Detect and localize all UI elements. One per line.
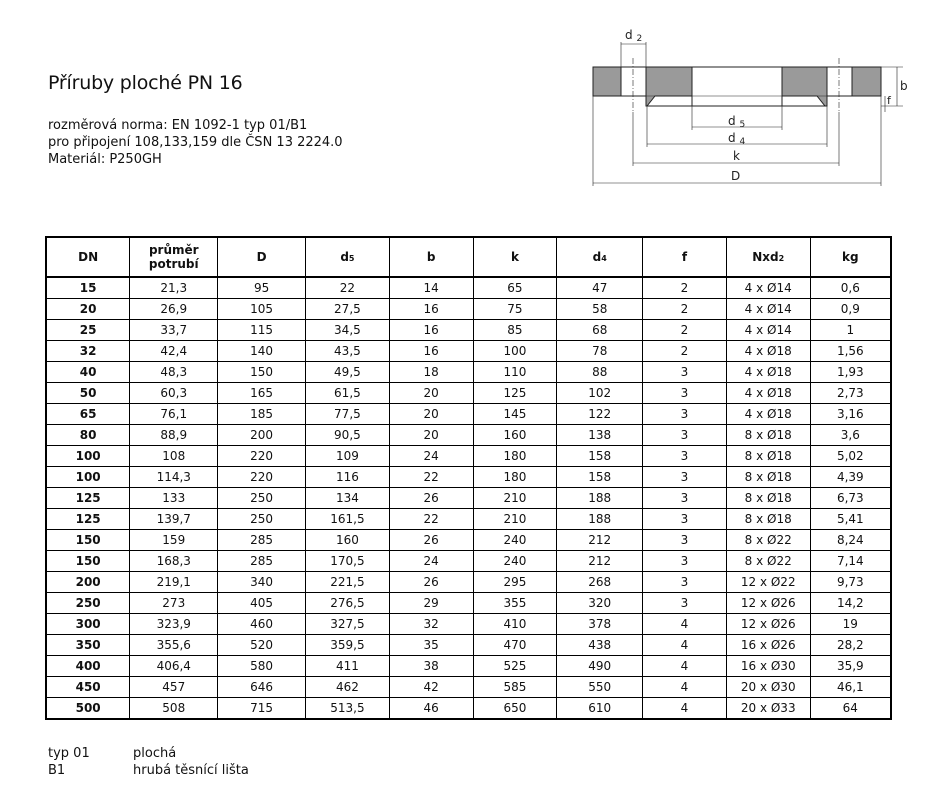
flange-section-right-inner xyxy=(782,67,827,106)
header-d4: d4 xyxy=(557,237,643,277)
cell-kg: 7,14 xyxy=(810,551,891,572)
cell-b: 29 xyxy=(389,593,473,614)
cell-nxd2: 16 x Ø30 xyxy=(726,656,810,677)
cell-D: 580 xyxy=(218,656,306,677)
cell-D: 460 xyxy=(218,614,306,635)
cell-pipe: 355,6 xyxy=(130,635,218,656)
cell-d5: 327,5 xyxy=(306,614,390,635)
table-row xyxy=(46,551,891,572)
table-row xyxy=(46,488,891,509)
cell-f: 2 xyxy=(643,341,727,362)
cell-k: 100 xyxy=(473,341,557,362)
cell-D: 250 xyxy=(218,488,306,509)
cell-D: 185 xyxy=(218,404,306,425)
cell-kg: 9,73 xyxy=(810,572,891,593)
cell-pipe: 133 xyxy=(130,488,218,509)
svg-text:k xyxy=(733,149,740,163)
cell-b: 16 xyxy=(389,341,473,362)
cell-f: 3 xyxy=(643,530,727,551)
table-row xyxy=(46,614,891,635)
flange-table xyxy=(45,236,892,720)
table-row xyxy=(46,320,891,341)
cell-dn: 500 xyxy=(46,698,130,720)
cell-D: 405 xyxy=(218,593,306,614)
svg-text:b xyxy=(900,79,908,93)
cell-D: 165 xyxy=(218,383,306,404)
cell-d5: 77,5 xyxy=(306,404,390,425)
cell-nxd2: 20 x Ø30 xyxy=(726,677,810,698)
cell-dn: 125 xyxy=(46,488,130,509)
table-row xyxy=(46,299,891,320)
cell-D: 105 xyxy=(218,299,306,320)
table-body xyxy=(46,277,891,719)
cell-d4: 378 xyxy=(557,614,643,635)
cell-f: 3 xyxy=(643,362,727,383)
cell-d5: 134 xyxy=(306,488,390,509)
cell-pipe: 108 xyxy=(130,446,218,467)
cell-d4: 610 xyxy=(557,698,643,720)
cell-d4: 158 xyxy=(557,446,643,467)
table-row xyxy=(46,656,891,677)
cell-kg: 3,16 xyxy=(810,404,891,425)
cell-d4: 268 xyxy=(557,572,643,593)
cell-f: 3 xyxy=(643,425,727,446)
cell-dn: 450 xyxy=(46,677,130,698)
cell-k: 470 xyxy=(473,635,557,656)
cell-nxd2: 4 x Ø14 xyxy=(726,299,810,320)
svg-text:D xyxy=(731,169,740,183)
cell-f: 3 xyxy=(643,488,727,509)
flange-drawing xyxy=(585,20,915,190)
cell-nxd2: 12 x Ø26 xyxy=(726,614,810,635)
cell-d5: 116 xyxy=(306,467,390,488)
cell-nxd2: 4 x Ø14 xyxy=(726,320,810,341)
cell-kg: 35,9 xyxy=(810,656,891,677)
cell-d5: 22 xyxy=(306,277,390,299)
cell-dn: 150 xyxy=(46,551,130,572)
cell-D: 115 xyxy=(218,320,306,341)
legend-code: typ 01 xyxy=(48,746,90,761)
cell-k: 65 xyxy=(473,277,557,299)
cell-kg: 28,2 xyxy=(810,635,891,656)
cell-dn: 15 xyxy=(46,277,130,299)
cell-d5: 49,5 xyxy=(306,362,390,383)
cell-D: 520 xyxy=(218,635,306,656)
cell-nxd2: 4 x Ø18 xyxy=(726,383,810,404)
cell-d4: 47 xyxy=(557,277,643,299)
cell-dn: 400 xyxy=(46,656,130,677)
svg-text:d 2: d 2 xyxy=(625,28,643,44)
cell-d4: 490 xyxy=(557,656,643,677)
cell-d5: 462 xyxy=(306,677,390,698)
cell-b: 26 xyxy=(389,530,473,551)
cell-nxd2: 4 x Ø18 xyxy=(726,341,810,362)
cell-k: 240 xyxy=(473,551,557,572)
cell-kg: 14,2 xyxy=(810,593,891,614)
cell-f: 4 xyxy=(643,698,727,720)
cell-f: 3 xyxy=(643,509,727,530)
cell-k: 240 xyxy=(473,530,557,551)
cell-f: 4 xyxy=(643,635,727,656)
cell-kg: 3,6 xyxy=(810,425,891,446)
cell-pipe: 88,9 xyxy=(130,425,218,446)
cell-D: 646 xyxy=(218,677,306,698)
label-k: k xyxy=(733,149,740,163)
cell-d4: 550 xyxy=(557,677,643,698)
cell-k: 210 xyxy=(473,509,557,530)
table-row xyxy=(46,383,891,404)
bolt-hole-right xyxy=(827,67,852,96)
cell-f: 4 xyxy=(643,614,727,635)
cell-nxd2: 20 x Ø33 xyxy=(726,698,810,720)
cell-pipe: 219,1 xyxy=(130,572,218,593)
legend-item xyxy=(48,745,249,762)
cell-kg: 0,6 xyxy=(810,277,891,299)
header-dn: DN xyxy=(46,237,130,277)
material-line: Materiál: P250GH xyxy=(48,152,162,167)
cell-d4: 68 xyxy=(557,320,643,341)
cell-b: 20 xyxy=(389,383,473,404)
table-row xyxy=(46,425,891,446)
cell-b: 22 xyxy=(389,509,473,530)
cell-d4: 188 xyxy=(557,509,643,530)
cell-f: 3 xyxy=(643,593,727,614)
label-b: b xyxy=(900,79,908,93)
cell-dn: 150 xyxy=(46,530,130,551)
cell-b: 16 xyxy=(389,320,473,341)
cell-D: 285 xyxy=(218,530,306,551)
cell-b: 24 xyxy=(389,446,473,467)
cell-nxd2: 8 x Ø22 xyxy=(726,551,810,572)
label-D: D xyxy=(731,169,741,183)
svg-text:d 5: d 5 xyxy=(728,114,746,130)
cell-d4: 58 xyxy=(557,299,643,320)
cell-kg: 46,1 xyxy=(810,677,891,698)
header-pipe: průměr potrubí xyxy=(130,237,218,277)
cell-f: 3 xyxy=(643,446,727,467)
header-b: b xyxy=(389,237,473,277)
cell-b: 26 xyxy=(389,488,473,509)
cell-dn: 125 xyxy=(46,509,130,530)
cell-k: 180 xyxy=(473,467,557,488)
cell-b: 24 xyxy=(389,551,473,572)
cell-f: 3 xyxy=(643,572,727,593)
table-row xyxy=(46,277,891,299)
cell-b: 38 xyxy=(389,656,473,677)
cell-d5: 34,5 xyxy=(306,320,390,341)
cell-pipe: 159 xyxy=(130,530,218,551)
cell-k: 650 xyxy=(473,698,557,720)
cell-nxd2: 4 x Ø14 xyxy=(726,277,810,299)
legend-text: plochá xyxy=(133,746,177,761)
cell-b: 20 xyxy=(389,404,473,425)
cell-kg: 64 xyxy=(810,698,891,720)
cell-dn: 200 xyxy=(46,572,130,593)
cell-nxd2: 8 x Ø18 xyxy=(726,425,810,446)
cell-pipe: 21,3 xyxy=(130,277,218,299)
cell-d5: 161,5 xyxy=(306,509,390,530)
cell-d5: 411 xyxy=(306,656,390,677)
cell-b: 42 xyxy=(389,677,473,698)
spec-info xyxy=(48,117,343,168)
cell-d4: 320 xyxy=(557,593,643,614)
legend-item xyxy=(48,762,249,779)
cell-D: 220 xyxy=(218,446,306,467)
cell-k: 75 xyxy=(473,299,557,320)
cell-d4: 78 xyxy=(557,341,643,362)
legend xyxy=(48,745,249,779)
table-row xyxy=(46,593,891,614)
cell-pipe: 139,7 xyxy=(130,509,218,530)
table-header-row xyxy=(46,237,891,277)
cell-nxd2: 8 x Ø18 xyxy=(726,509,810,530)
flange-section-right xyxy=(852,67,881,96)
cell-nxd2: 12 x Ø22 xyxy=(726,572,810,593)
cell-D: 250 xyxy=(218,509,306,530)
table-row xyxy=(46,530,891,551)
cell-pipe: 33,7 xyxy=(130,320,218,341)
cell-D: 200 xyxy=(218,425,306,446)
cell-f: 4 xyxy=(643,677,727,698)
cell-f: 3 xyxy=(643,404,727,425)
cell-kg: 1,56 xyxy=(810,341,891,362)
cell-d5: 221,5 xyxy=(306,572,390,593)
cell-b: 20 xyxy=(389,425,473,446)
cell-pipe: 42,4 xyxy=(130,341,218,362)
cell-kg: 0,9 xyxy=(810,299,891,320)
cell-kg: 1,93 xyxy=(810,362,891,383)
cell-d5: 109 xyxy=(306,446,390,467)
cell-d4: 212 xyxy=(557,530,643,551)
cell-f: 3 xyxy=(643,467,727,488)
header-d5: d5 xyxy=(306,237,390,277)
cell-k: 355 xyxy=(473,593,557,614)
legend-text: hrubá těsnící lišta xyxy=(133,763,249,778)
cell-f: 3 xyxy=(643,551,727,572)
cell-pipe: 48,3 xyxy=(130,362,218,383)
cell-b: 35 xyxy=(389,635,473,656)
cell-pipe: 457 xyxy=(130,677,218,698)
cell-d5: 359,5 xyxy=(306,635,390,656)
cell-d4: 188 xyxy=(557,488,643,509)
cell-kg: 8,24 xyxy=(810,530,891,551)
cell-dn: 65 xyxy=(46,404,130,425)
cell-kg: 5,41 xyxy=(810,509,891,530)
cell-k: 210 xyxy=(473,488,557,509)
cell-D: 285 xyxy=(218,551,306,572)
table-row xyxy=(46,698,891,720)
cell-d4: 438 xyxy=(557,635,643,656)
cell-dn: 20 xyxy=(46,299,130,320)
cell-k: 160 xyxy=(473,425,557,446)
cell-k: 125 xyxy=(473,383,557,404)
table-row xyxy=(46,467,891,488)
label-f: f xyxy=(887,94,891,107)
cell-D: 715 xyxy=(218,698,306,720)
flange-section-left-inner xyxy=(646,67,692,106)
cell-k: 525 xyxy=(473,656,557,677)
cell-dn: 40 xyxy=(46,362,130,383)
cell-d4: 158 xyxy=(557,467,643,488)
flange-bore xyxy=(692,67,782,106)
cell-b: 22 xyxy=(389,467,473,488)
cell-k: 145 xyxy=(473,404,557,425)
cell-nxd2: 8 x Ø18 xyxy=(726,467,810,488)
legend-code: B1 xyxy=(48,763,66,778)
label-d5: d xyxy=(728,114,736,128)
cell-D: 220 xyxy=(218,467,306,488)
flange-section-left xyxy=(593,67,621,96)
cell-d4: 88 xyxy=(557,362,643,383)
table-row xyxy=(46,446,891,467)
table-row xyxy=(46,341,891,362)
header-nxd2: Nxd2 xyxy=(726,237,810,277)
cell-dn: 300 xyxy=(46,614,130,635)
table-row xyxy=(46,362,891,383)
cell-dn: 350 xyxy=(46,635,130,656)
table-row xyxy=(46,509,891,530)
cell-pipe: 508 xyxy=(130,698,218,720)
cell-kg: 2,73 xyxy=(810,383,891,404)
cell-D: 340 xyxy=(218,572,306,593)
norm-line: rozměrová norma: EN 1092-1 typ 01/B1 xyxy=(48,118,308,133)
table-row xyxy=(46,404,891,425)
cell-d4: 138 xyxy=(557,425,643,446)
cell-pipe: 273 xyxy=(130,593,218,614)
page-title: Příruby ploché PN 16 xyxy=(48,72,243,94)
cell-f: 2 xyxy=(643,320,727,341)
cell-nxd2: 8 x Ø22 xyxy=(726,530,810,551)
cell-f: 2 xyxy=(643,299,727,320)
cell-kg: 4,39 xyxy=(810,467,891,488)
cell-b: 46 xyxy=(389,698,473,720)
svg-text:d 4: d 4 xyxy=(728,131,746,147)
cell-D: 140 xyxy=(218,341,306,362)
cell-d5: 170,5 xyxy=(306,551,390,572)
cell-k: 410 xyxy=(473,614,557,635)
header-D: D xyxy=(218,237,306,277)
cell-nxd2: 4 x Ø18 xyxy=(726,362,810,383)
cell-kg: 19 xyxy=(810,614,891,635)
cell-nxd2: 16 x Ø26 xyxy=(726,635,810,656)
cell-d5: 513,5 xyxy=(306,698,390,720)
table-row xyxy=(46,572,891,593)
header-k: k xyxy=(473,237,557,277)
cell-f: 3 xyxy=(643,383,727,404)
cell-k: 180 xyxy=(473,446,557,467)
cell-d5: 90,5 xyxy=(306,425,390,446)
cell-d4: 212 xyxy=(557,551,643,572)
cell-k: 585 xyxy=(473,677,557,698)
cell-pipe: 406,4 xyxy=(130,656,218,677)
cell-pipe: 26,9 xyxy=(130,299,218,320)
cell-dn: 25 xyxy=(46,320,130,341)
connection-line: pro připojení 108,133,159 dle ČSN 13 2224.0 xyxy=(48,135,343,150)
cell-f: 2 xyxy=(643,277,727,299)
cell-dn: 250 xyxy=(46,593,130,614)
cell-kg: 1 xyxy=(810,320,891,341)
cell-nxd2: 12 x Ø26 xyxy=(726,593,810,614)
cell-b: 14 xyxy=(389,277,473,299)
cell-dn: 100 xyxy=(46,446,130,467)
cell-d5: 43,5 xyxy=(306,341,390,362)
header-f: f xyxy=(643,237,727,277)
cell-dn: 80 xyxy=(46,425,130,446)
svg-text:f xyxy=(887,94,892,107)
cell-pipe: 76,1 xyxy=(130,404,218,425)
cell-pipe: 168,3 xyxy=(130,551,218,572)
cell-f: 4 xyxy=(643,656,727,677)
cell-b: 26 xyxy=(389,572,473,593)
cell-d4: 102 xyxy=(557,383,643,404)
cell-dn: 100 xyxy=(46,467,130,488)
bolt-hole-left xyxy=(621,67,646,96)
cell-b: 18 xyxy=(389,362,473,383)
cell-k: 110 xyxy=(473,362,557,383)
cell-k: 85 xyxy=(473,320,557,341)
cell-D: 150 xyxy=(218,362,306,383)
cell-d5: 61,5 xyxy=(306,383,390,404)
cell-b: 16 xyxy=(389,299,473,320)
cell-d5: 276,5 xyxy=(306,593,390,614)
cell-pipe: 114,3 xyxy=(130,467,218,488)
cell-d5: 27,5 xyxy=(306,299,390,320)
cell-kg: 6,73 xyxy=(810,488,891,509)
cell-D: 95 xyxy=(218,277,306,299)
cell-dn: 32 xyxy=(46,341,130,362)
label-d2: d xyxy=(625,28,633,42)
table-row xyxy=(46,635,891,656)
cell-pipe: 60,3 xyxy=(130,383,218,404)
cell-dn: 50 xyxy=(46,383,130,404)
cell-d5: 160 xyxy=(306,530,390,551)
cell-b: 32 xyxy=(389,614,473,635)
table-row xyxy=(46,677,891,698)
cell-pipe: 323,9 xyxy=(130,614,218,635)
cell-kg: 5,02 xyxy=(810,446,891,467)
header-kg: kg xyxy=(810,237,891,277)
cell-nxd2: 8 x Ø18 xyxy=(726,446,810,467)
cell-nxd2: 8 x Ø18 xyxy=(726,488,810,509)
cell-nxd2: 4 x Ø18 xyxy=(726,404,810,425)
label-d4: d xyxy=(728,131,736,145)
cell-d4: 122 xyxy=(557,404,643,425)
cell-k: 295 xyxy=(473,572,557,593)
